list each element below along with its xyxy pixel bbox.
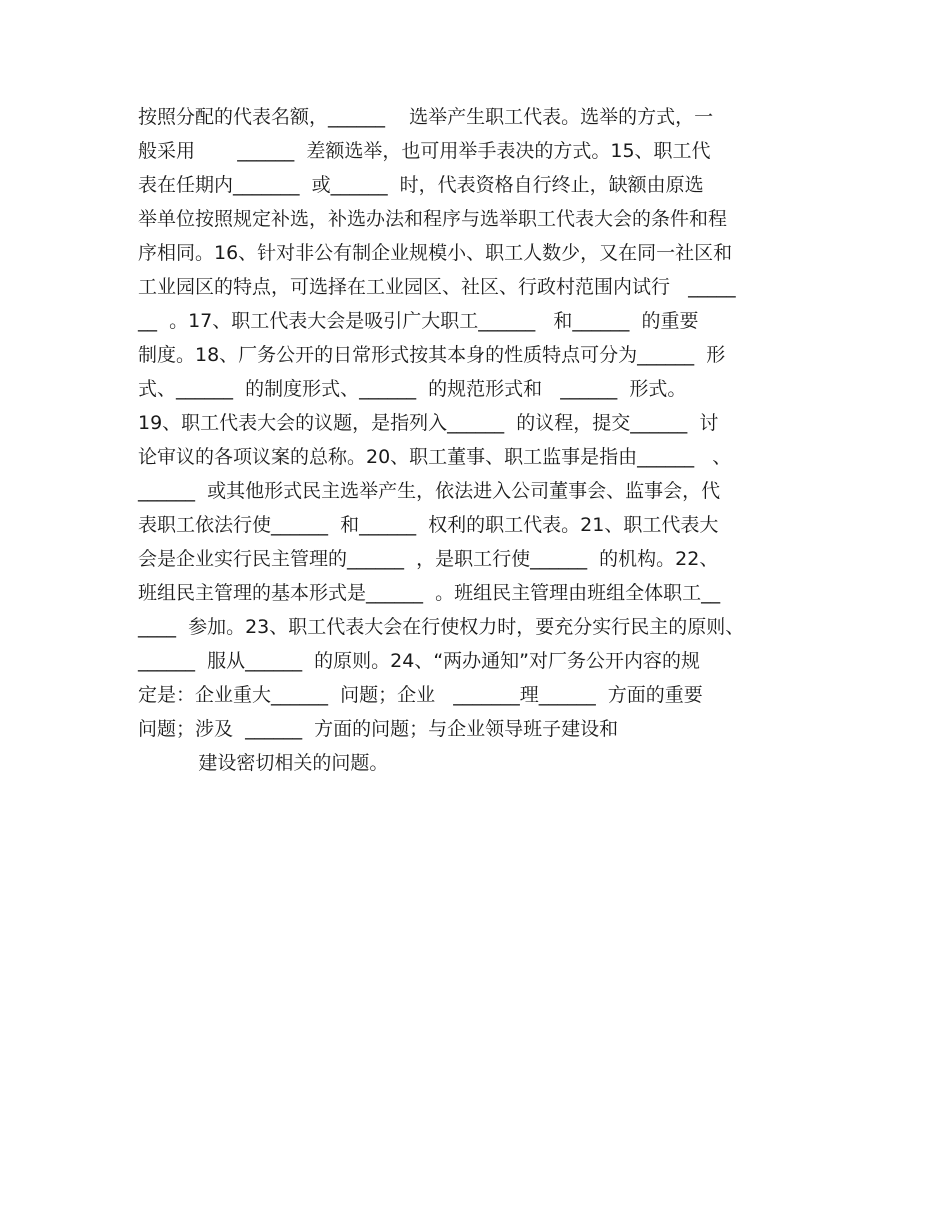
text-line: 论审议的各项议案的总称。20、职工董事、职工监事是指由______ 、: [138, 446, 732, 468]
text-line: 工业园区的特点，可选择在工业园区、社区、行政村范围内试行 _____: [138, 276, 736, 298]
text-line: 举单位按照规定补选，补选办法和程序与选举职工代表大会的条件和程: [138, 208, 728, 230]
text-line: ____ 参加。23、职工代表大会在行使权力时，要充分实行民主的原则、: [138, 616, 745, 638]
text-line: __ 。17、职工代表大会是吸引广大职工______ 和______ 的重要: [138, 310, 699, 332]
text-line: ______ 或其他形式民主选举产生，依法进入公司董事会、监事会，代: [138, 480, 721, 502]
text-line: 式、______ 的制度形式、______ 的规范形式和 ______ 形式。: [138, 378, 687, 400]
text-line: 19、职工代表大会的议题，是指列入______ 的议程，提交______ 讨: [138, 412, 719, 434]
text-line: ______ 服从______ 的原则。24、“两办通知”对厂务公开内容的规: [138, 650, 701, 672]
text-line: 表在任期内_______ 或______ 时，代表资格自行终止，缺额由原选: [138, 174, 704, 196]
text-line: 按照分配的代表名额，______ 选举产生职工代表。选举的方式，一: [138, 106, 714, 128]
text-line: 般采用 ______ 差额选举，也可用举手表决的方式。15、职工代: [138, 140, 711, 162]
text-line: 序相同。16、针对非公有制企业规模小、职工人数少，又在同一社区和: [138, 242, 733, 264]
text-line: 定是：企业重大______ 问题；企业 _______理______ 方面的重要: [138, 684, 703, 706]
text-line: 会是企业实行民主管理的______ ，是职工行使______ 的机构。22、: [138, 548, 719, 570]
text-line: 表职工依法行使______ 和______ 权利的职工代表。21、职工代表大: [138, 514, 719, 536]
text-line: 班组民主管理的基本形式是______ 。班组民主管理由班组全体职工__: [138, 582, 721, 604]
text-line: 建设密切相关的问题。: [138, 752, 389, 774]
text-line: 制度。18、厂务公开的日常形式按其本身的性质特点可分为______ 形: [138, 344, 726, 366]
text-line: 问题；涉及 ______ 方面的问题；与企业领导班子建设和: [138, 718, 619, 740]
